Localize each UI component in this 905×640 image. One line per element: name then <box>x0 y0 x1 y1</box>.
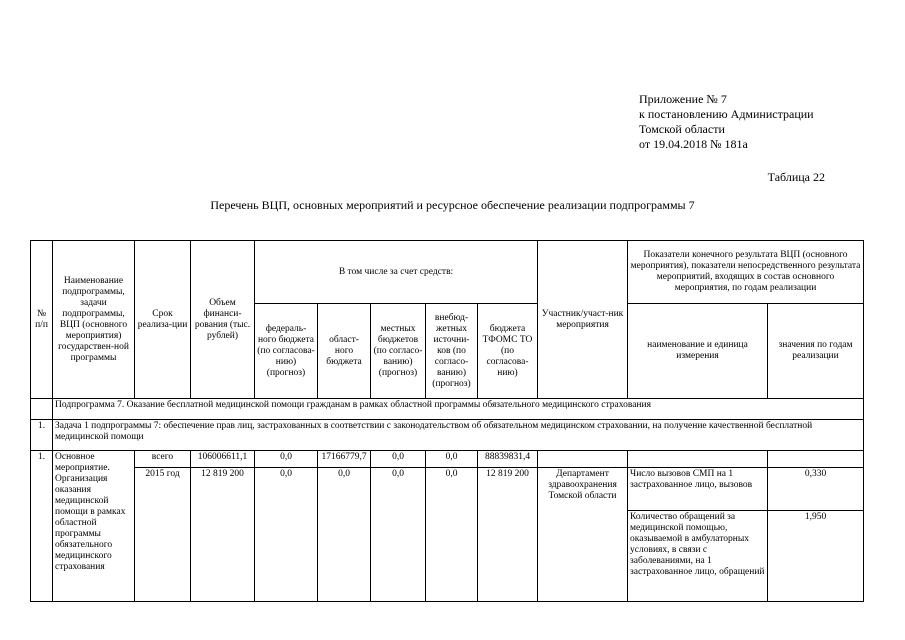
year-federal: 0,0 <box>255 468 318 602</box>
total-local: 0,0 <box>371 451 426 468</box>
subprogram-num-cell <box>31 399 53 420</box>
appendix-line-2: к постановлению Администрации <box>639 107 814 121</box>
total-federal: 0,0 <box>255 451 318 468</box>
header-indicator-values: значения по годам реализации <box>768 304 864 399</box>
header-tfoms: бюджета ТФОМС ТО (по согласова-нию) <box>478 304 538 399</box>
total-extrabudget: 0,0 <box>426 451 478 468</box>
activity-num: 1. <box>31 451 53 602</box>
indicator-value-1: 0,330 <box>768 468 864 511</box>
activity-name: Основное мероприятие. Организация оказания медицинской помощи в рамках областной программы обязательного медицинского страхования <box>53 451 135 602</box>
subprogram-row <box>31 399 864 420</box>
header-indicator-name: наименование и единица измерения <box>628 304 768 399</box>
year-volume: 12 819 200 <box>191 468 255 602</box>
header-regional: област-ного бюджета <box>318 304 371 399</box>
subprogram-title: Подпрограмма 7. Оказание бесплатной медицинской помощи гражданам в рамках областной программы обязательного медицинского страхования <box>53 399 864 420</box>
document-title: Перечень ВЦП, основных мероприятий и ресурсное обеспечение реализации подпрограммы 7 <box>210 198 695 212</box>
appendix-block <box>639 92 814 152</box>
year-tfoms: 12 819 200 <box>478 468 538 602</box>
activity-year-row <box>31 468 864 511</box>
appendix-line-4: от 19.04.2018 № 181а <box>639 137 748 151</box>
year-regional: 0,0 <box>318 468 371 602</box>
indicator-name-2: Количество обращений за медицинской помощью, оказываемой в амбулаторных условиях, в связи с заболеваниями, на 1 застрахованное лицо, обращений <box>628 511 768 602</box>
total-participant <box>538 451 628 468</box>
appendix-line-3: Томской области <box>639 122 725 136</box>
header-row-1 <box>31 241 864 304</box>
header-volume: Объем финанси-рования (тыс. рублей) <box>191 241 255 399</box>
year-extrabudget: 0,0 <box>426 468 478 602</box>
year-local: 0,0 <box>371 468 426 602</box>
appendix-line-1: Приложение № 7 <box>639 92 727 106</box>
task-row <box>31 420 864 451</box>
indicator-value-2: 1,950 <box>768 511 864 602</box>
task-num: 1. <box>31 420 53 451</box>
total-volume: 106006611,1 <box>191 451 255 468</box>
header-indicators-group: Показатели конечного результата ВЦП (основного мероприятия), показатели непосредственного результата мероприятий, входящих в состав основного мероприятия, по годам реализации <box>628 241 864 304</box>
activity-total-row <box>31 451 864 468</box>
header-participant: Участник/участ-ник мероприятия <box>538 241 628 399</box>
header-term: Срок реализа-ции <box>135 241 191 399</box>
resource-table <box>30 240 864 602</box>
table-number: Таблица 22 <box>767 170 825 184</box>
indicator-name-1: Число вызовов СМП на 1 застрахованное лицо, вызовов <box>628 468 768 511</box>
year-term: 2015 год <box>135 468 191 602</box>
header-sources-group: В том числе за счет средств: <box>255 241 538 304</box>
year-participant: Департамент здравоохранения Томской области <box>538 468 628 602</box>
task-text: Задача 1 подпрограммы 7: обеспечение прав лиц, застрахованных в соответствии с законодательством об обязательном медицинском страховании, на получение качественной бесплатной медицинской помощи <box>53 420 864 451</box>
total-indicator-name <box>628 451 768 468</box>
header-name: Наименование подпрограммы, задачи подпрограммы, ВЦП (основного мероприятия) государствен-ной программы <box>53 241 135 399</box>
header-federal: федераль-ного бюджета (по согласова-нию) (прогноз) <box>255 304 318 399</box>
header-extrabudget: внебюд-жетных источни-ков (по согласо-ванию) (прогноз) <box>426 304 478 399</box>
total-tfoms: 88839831,4 <box>478 451 538 468</box>
header-local: местных бюджетов (по согласо-ванию) (прогноз) <box>371 304 426 399</box>
total-term: всего <box>135 451 191 468</box>
total-indicator-value <box>768 451 864 468</box>
header-num: № п/п <box>31 241 53 399</box>
total-regional: 17166779,7 <box>318 451 371 468</box>
